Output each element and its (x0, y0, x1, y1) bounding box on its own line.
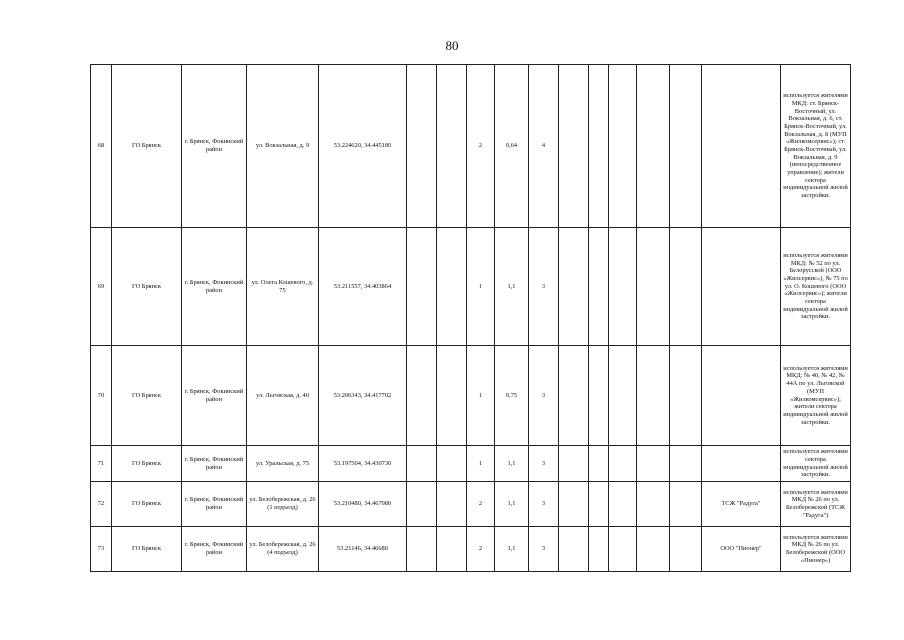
notes-cell: используется жителями МКД: ст. Брянск-Восточный, ул. Вокзальная, д. 6, ст. Брянск-Восточный, ул. Вокзальная, д. 8 (МУП «Жилкомсервис»); ст. Брянск-Восточный, ул. Вокзальная, д. 9 (непосредственное управление); жители сектора индивидуальной жилой застройки. (781, 65, 851, 228)
empty-cell (609, 65, 637, 228)
district-cell: ГО Брянск (112, 228, 182, 346)
area-cell: 3 (529, 527, 559, 572)
empty-cell (589, 527, 609, 572)
area-cell: 3 (529, 346, 559, 446)
table-row (91, 482, 851, 527)
container-sites-table (90, 64, 851, 572)
empty-cell (589, 65, 609, 228)
empty-cell (670, 65, 702, 228)
empty-cell (559, 482, 589, 527)
district-cell: ГО Брянск (112, 346, 182, 446)
volume-cell: 0,75 (495, 346, 529, 446)
empty-cell (407, 446, 437, 482)
table-row (91, 346, 851, 446)
empty-cell (559, 527, 589, 572)
empty-cell (589, 346, 609, 446)
empty-cell (609, 346, 637, 446)
area-cell: 3 (529, 228, 559, 346)
empty-cell (609, 446, 637, 482)
coordinates-cell: 53.210480, 34.467980 (319, 482, 407, 527)
empty-cell (437, 482, 467, 527)
address-cell: ул. Белобережская, д. 26 (1 подъезд) (247, 482, 319, 527)
district-cell: ГО Брянск (112, 65, 182, 228)
empty-cell (437, 65, 467, 228)
empty-cell (609, 482, 637, 527)
container-count-cell: 1 (467, 346, 495, 446)
coordinates-cell: 53.211557, 34.403864 (319, 228, 407, 346)
empty-cell (407, 346, 437, 446)
empty-cell (589, 482, 609, 527)
district-cell: ГО Брянск (112, 446, 182, 482)
empty-cell (559, 446, 589, 482)
empty-cell (670, 527, 702, 572)
container-count-cell: 1 (467, 228, 495, 346)
area-cell: 3 (529, 446, 559, 482)
owner-cell (702, 228, 781, 346)
owner-cell: ООО "Пионер" (702, 527, 781, 572)
volume-cell: 1,1 (495, 446, 529, 482)
empty-cell (609, 228, 637, 346)
empty-cell (407, 527, 437, 572)
empty-cell (637, 446, 670, 482)
empty-cell (407, 228, 437, 346)
coordinates-cell: 53.224620, 34.445180 (319, 65, 407, 228)
empty-cell (609, 527, 637, 572)
row-number: 68 (91, 65, 112, 228)
volume-cell: 1,1 (495, 482, 529, 527)
coordinates-cell: 53.197504, 34.430730 (319, 446, 407, 482)
empty-cell (407, 482, 437, 527)
district-cell: ГО Брянск (112, 482, 182, 527)
city-cell: г. Брянск, Фокинский район (182, 346, 247, 446)
empty-cell (559, 228, 589, 346)
area-cell: 3 (529, 482, 559, 527)
empty-cell (407, 65, 437, 228)
notes-cell: используется жителями МКД: № 52 по ул. Белорусской (ООО «Жилсервис»), № 75 по ул. О. Кошевого (ООО «Жилсервис»); жители сектора индивидуальной жилой застройки. (781, 228, 851, 346)
table-row (91, 527, 851, 572)
empty-cell (637, 65, 670, 228)
empty-cell (559, 65, 589, 228)
city-cell: г. Брянск, Фокинский район (182, 446, 247, 482)
address-cell: ул. Олега Кошевого, д. 75 (247, 228, 319, 346)
coordinates-cell: 53.206343, 34.417702 (319, 346, 407, 446)
owner-cell (702, 446, 781, 482)
notes-cell: используется жителями МКД № 26 по ул. Белобережской (ООО «Пионер») (781, 527, 851, 572)
container-count-cell: 1 (467, 446, 495, 482)
owner-cell (702, 346, 781, 446)
row-number: 73 (91, 527, 112, 572)
district-cell: ГО Брянск (112, 527, 182, 572)
empty-cell (670, 446, 702, 482)
empty-cell (437, 346, 467, 446)
area-cell: 4 (529, 65, 559, 228)
volume-cell: 1,1 (495, 527, 529, 572)
table-row (91, 446, 851, 482)
row-number: 71 (91, 446, 112, 482)
volume-cell: 0,64 (495, 65, 529, 228)
city-cell: г. Брянск, Фокинский район (182, 527, 247, 572)
city-cell: г. Брянск, Фокинский район (182, 228, 247, 346)
empty-cell (437, 527, 467, 572)
address-cell: ул. Вокзальная, д. 9 (247, 65, 319, 228)
notes-cell: используется жителями сектора индивидуальной жилой застройки. (781, 446, 851, 482)
empty-cell (437, 228, 467, 346)
empty-cell (637, 228, 670, 346)
container-count-cell: 2 (467, 482, 495, 527)
empty-cell (637, 346, 670, 446)
empty-cell (637, 527, 670, 572)
table-row (91, 65, 851, 228)
empty-cell (670, 482, 702, 527)
empty-cell (589, 228, 609, 346)
owner-cell (702, 65, 781, 228)
notes-cell: используется жителями МКД: № 40, № 42, № 44А по ул. Льговской (МУП «Жилкомсервис»); жители сектора индивидуальной жилой застройки. (781, 346, 851, 446)
empty-cell (637, 482, 670, 527)
row-number: 69 (91, 228, 112, 346)
volume-cell: 1,1 (495, 228, 529, 346)
page-number: 80 (445, 38, 459, 53)
row-number: 72 (91, 482, 112, 527)
empty-cell (670, 346, 702, 446)
city-cell: г. Брянск, Фокинский район (182, 482, 247, 527)
container-count-cell: 2 (467, 527, 495, 572)
owner-cell: ТСЖ "Радуга" (702, 482, 781, 527)
coordinates-cell: 53.21146, 34.46680 (319, 527, 407, 572)
empty-cell (559, 346, 589, 446)
container-count-cell: 2 (467, 65, 495, 228)
empty-cell (589, 446, 609, 482)
address-cell: ул. Уральская, д. 75 (247, 446, 319, 482)
empty-cell (437, 446, 467, 482)
notes-cell: используется жителями МКД № 26 по ул. Белобережской (ТСЖ "Радуга") (781, 482, 851, 527)
city-cell: г. Брянск, Фокинский район (182, 65, 247, 228)
row-number: 70 (91, 346, 112, 446)
address-cell: ул. Белобережская, д. 26 (4 подъезд) (247, 527, 319, 572)
empty-cell (670, 228, 702, 346)
address-cell: ул. Льговская, д. 40 (247, 346, 319, 446)
table-row (91, 228, 851, 346)
